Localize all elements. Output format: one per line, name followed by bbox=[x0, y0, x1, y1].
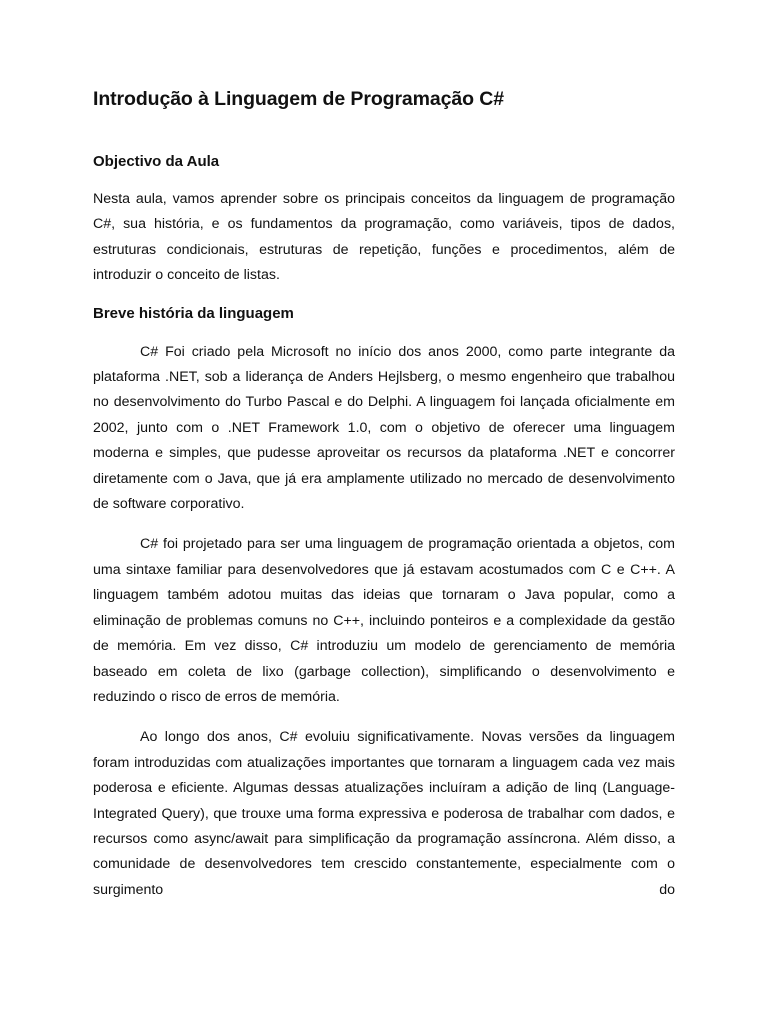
history-paragraph-3: Ao longo dos anos, C# evoluiu significativamente. Novas versões da linguagem foram introduzidas com atualizações importantes que tornaram a linguagem cada vez mais poderosa e eficiente. Algumas dessas atualizações incluíram a adição de linq (Language-Integrated Query), que trouxe uma forma expressiva e poderosa de trabalhar com dados, e recursos como async/await para simplificação da programação assíncrona. Além disso, a comunidade de desenvolvedores tem crescido constantemente, especialmente com o surgimento do bbox=[93, 729, 675, 898]
history-paragraph-1: C# Foi criado pela Microsoft no início dos anos 2000, como parte integrante da plataforma .NET, sob a liderança de Anders Hejlsberg, o mesmo engenheiro que trabalhou no desenvolvimento do Turbo Pascal e do Delphi. A linguagem foi lançada oficialmente em 2002, junto com o .NET Framework 1.0, com o objetivo de oferecer uma linguagem moderna e simples, que pudesse aproveitar os recursos da plataforma .NET e concorrer diretamente com o Java, que já era amplamente utilizado no mercado de desenvolvimento de software corporativo. bbox=[93, 343, 675, 513]
history-paragraph-2: C# foi projetado para ser uma linguagem de programação orientada a objetos, com uma sintaxe familiar para desenvolvedores que já estavam acostumados com C e C++. A linguagem também adotou muitas das ideias que tornaram o Java popular, como a eliminação de problemas comuns no C++, incluindo ponteiros e a complexidade da gestão de memória. Em vez disso, C# introduziu um modelo de gerenciamento de memória baseado em coleta de lixo (garbage collection), simplificando o desenvolvimento e reduzindo o risco de erros de memória. bbox=[93, 536, 675, 705]
section-heading-history: Breve história da linguagem bbox=[93, 304, 294, 322]
objective-paragraph: Nesta aula, vamos aprender sobre os principais conceitos da linguagem de programação C#, sua história, e os fundamentos da programação, como variáveis, tipos de dados, estruturas condicionais, estruturas de repetição, funções e procedimentos, além de introduzir o conceito de listas. bbox=[93, 191, 675, 284]
section-heading-objective: Objectivo da Aula bbox=[93, 153, 220, 170]
document-title: Introdução à Linguagem de Programação C# bbox=[93, 88, 505, 110]
